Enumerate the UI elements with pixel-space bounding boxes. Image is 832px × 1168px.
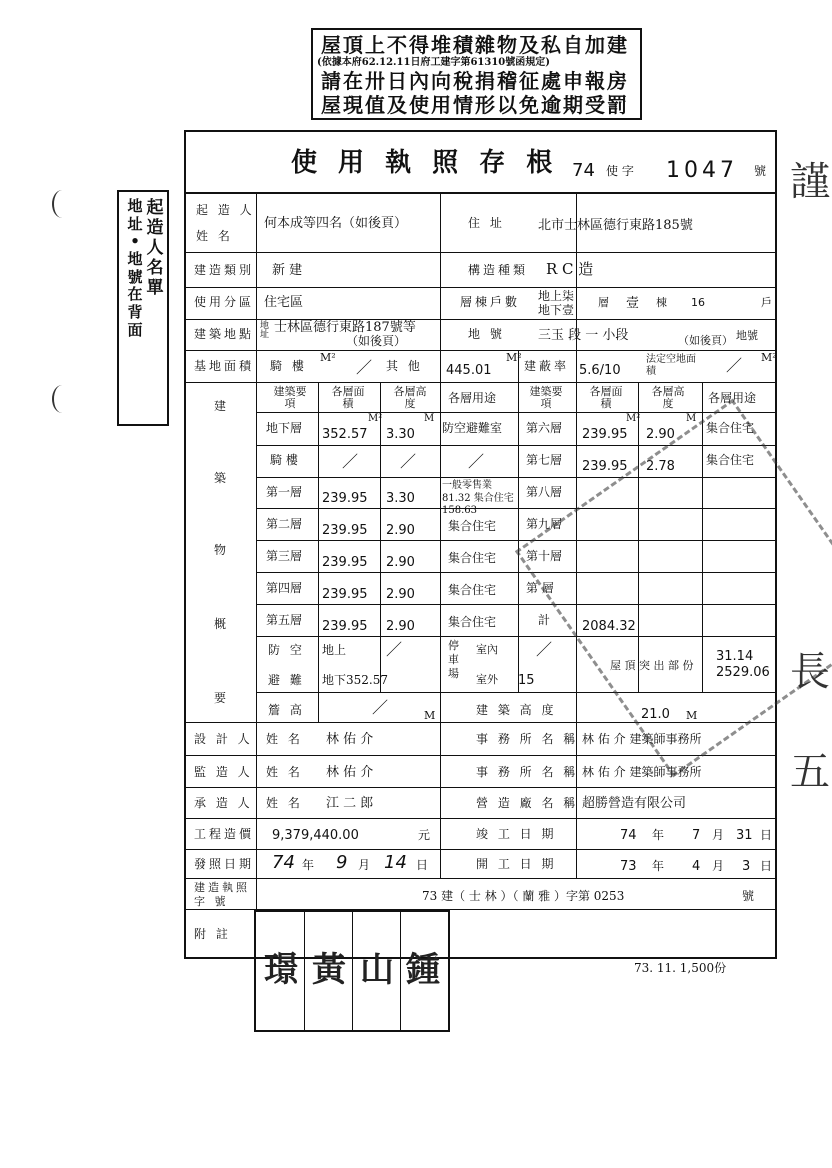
supervisor-office-label: 事 務 所 名 稱 [476,765,579,779]
floor-height: 3.30 [386,427,415,442]
supervisor-office: 林 佑 介 建築師事務所 [582,765,702,779]
ratio-value: 5.6/10 [579,363,621,378]
site-note: （如後頁） [346,334,407,348]
start-year: 73 [620,859,637,874]
start-day: 3 [742,859,751,874]
shelter-label1: 防 空 [268,643,305,657]
notice-line1: 屋頂上不得堆積雜物及私自加建 [321,33,629,57]
designer-name-label: 姓 名 [266,732,303,746]
contractor-firm: 超勝營造有限公司 [582,796,687,811]
issue-year: 74 [272,852,295,873]
household-unit: 戶 [761,296,772,309]
issue-year-unit: 年 [302,858,315,872]
struct-value: R C 造 [546,260,594,278]
start-day-unit: 日 [760,859,773,873]
rule [186,818,775,819]
floor-name: 第 層 [526,581,554,595]
legal-value: ／ [726,356,743,375]
arcade-label: 騎 樓 [270,359,307,373]
floors-below: 地下壹 [538,303,575,317]
floor-name-total: 計 [538,613,551,627]
floor-height: 2.90 [646,427,675,442]
struct-label: 構造種類 [468,263,529,277]
seal-1: 璟 [264,950,298,990]
rule [318,382,319,722]
done-year-unit: 年 [652,828,665,842]
applicant-label2: 姓 名 [196,229,233,243]
side-col3: 起造人名單 [146,198,164,299]
shelter-above: 地上 [322,643,347,657]
cost-value: 9,379,440.00 [272,828,359,843]
rule [380,382,381,692]
issue-day: 14 [384,852,407,873]
floor-use: 集合住宅 [448,615,497,629]
rule [186,849,775,850]
parking-label1: 停 [448,639,459,652]
zone-label: 使用分區 [194,295,255,309]
floors-above: 地上柒 [538,289,575,303]
floor-use: 防空避難室 [442,421,503,435]
start-month: 4 [692,859,701,874]
zone-value: 住宅區 [264,295,304,310]
floor-use: 集合住宅 [448,583,497,597]
legal-label: 法定空地面積 [646,354,696,377]
done-month-unit: 月 [712,828,725,842]
floor-height: 2.90 [386,523,415,538]
form-year: 74 [572,160,595,181]
hdr-item-right: 建築要項 [529,385,563,411]
notice-box [311,28,642,120]
done-day: 31 [736,828,753,843]
floor-name: 第一層 [266,485,303,499]
floors-count-label: 層棟戶數 [460,295,521,309]
parking-outdoor: 室外 [476,673,498,686]
punch-hole-2 [52,385,72,413]
eaves-label: 簷 高 [268,703,305,717]
form-suffix: 號 [754,164,767,178]
arcade-unit: M² [320,351,336,364]
floor-height: 2.90 [386,619,415,634]
bldg-height-label: 建 築 高 度 [476,703,557,717]
roof-val2: 2529.06 [716,665,770,680]
shelter-above-val: ／ [386,640,403,659]
rule [256,192,257,909]
form-number: 1047 [666,158,738,183]
floor-use: 集合住宅 [448,551,497,565]
floor-name: 第十層 [526,549,563,563]
floor-use: 集合住宅 [706,453,755,467]
applicant-name: 何本成等四名（如後頁） [264,216,408,231]
other-unit: M² [506,351,522,364]
rule [186,382,775,383]
hdr-height-right: 各層高度 [651,385,685,411]
floor-name: 第五層 [266,613,303,627]
notice-line3: 請在卅日內向稅捐稽征處申報房 [321,69,629,93]
floor-use: ／ [468,452,485,471]
designer-office-label: 事 務 所 名 稱 [476,732,579,746]
bldg-side-5: 要 [214,691,230,705]
lot-value: 三玉 段 一 小段 [538,328,629,343]
floor-height: 2.90 [386,587,415,602]
rule [440,192,441,878]
seal-block [254,910,450,1032]
print-note: 73. 11. 1,500份 [634,961,727,975]
site-address: 士林區德行東路187號等 [274,320,416,335]
side-col4-text: 地號在背面 [127,250,143,339]
address-label: 住 址 [468,216,505,230]
floor-height: 3.30 [386,491,415,506]
address-value: 北市士林區德行東路185號 [538,218,693,233]
floor-use: 集合住宅 [706,421,755,435]
site-addr-tag: 地址 [260,321,270,340]
designer-name: 林 佑 介 [326,732,374,747]
form-title-row [186,132,775,194]
hdr-height-left: 各層高度 [393,385,427,411]
rule [186,878,775,879]
bldg-count: 壹 [626,296,640,311]
unit-m: M [424,413,435,424]
bldg-side-2: 築 [214,471,230,485]
done-year: 74 [620,828,637,843]
legal-unit: M² [761,351,777,364]
hdr-area-right: 各層面積 [589,385,623,411]
floor-height: 2.90 [386,555,415,570]
floor-area: 239.95 [582,427,628,442]
permit-suffix: 號 [742,889,755,903]
issue-label: 發照日期 [194,857,255,871]
start-month-unit: 月 [712,859,725,873]
bldg-side-4: 概 [214,617,230,631]
supervisor-name-label: 姓 名 [266,765,303,779]
unit-m2: M² [368,413,383,424]
rule [186,350,775,351]
floor-name: 第七層 [526,453,563,467]
supervisor-label: 監 造 人 [194,765,253,779]
issue-month-unit: 月 [358,858,371,872]
parking-indoor-val: ／ [536,640,553,659]
ratio-label: 建蔽率 [524,359,570,373]
seal-2: 黃 [312,950,346,990]
floor-area: 239.95 [322,491,368,506]
floor-area: 239.95 [322,555,368,570]
rule [256,412,775,413]
floors-unit: 層 [598,296,609,309]
floor-name: 第九層 [526,517,563,531]
supervisor-name: 林 佑 介 [326,765,374,780]
parking-label3: 場 [448,667,459,680]
punch-hole-1 [52,190,72,218]
side-col1 [125,198,145,340]
floor-name: 第三層 [266,549,303,563]
floor-name: 第二層 [266,517,303,531]
done-day-unit: 日 [760,828,773,842]
build-type-value: 新 建 [272,263,303,278]
floor-area: 352.57 [322,427,368,442]
bldg-height-value: 21.0 [641,707,670,722]
form-title: 使 用 執 照 存 根 [291,148,559,178]
area-label: 基地面積 [194,359,255,373]
contractor-firm-label: 營 造 廠 名 稱 [476,796,579,810]
start-label: 開 工 日 期 [476,857,557,871]
seal-3: 山 [360,950,394,990]
permit-label2: 字 號 [194,895,229,908]
rule [518,350,519,692]
parking-outdoor-val: 15 [518,673,535,688]
permit-value: 73 建（ 士 林 ）（ 蘭 雅 ）字第 0253 [422,889,625,903]
side-label-box [117,190,169,426]
floor-use: 一般零售業81.32 集合住宅158.63 [442,480,514,516]
floor-name: 第八層 [526,485,563,499]
cost-unit: 元 [418,828,431,842]
bldg-unit: 棟 [656,296,667,309]
roof-label: 屋 頂 突 出 部 份 [610,659,694,672]
lot-label: 地 號 [468,327,505,341]
shelter-label2: 避 難 [268,673,305,687]
hdr-item-left: 建築要項 [273,385,307,411]
eaves-value: ／ [372,698,389,717]
bldg-height-unit: M [686,709,698,722]
bldg-side-3: 物 [214,543,230,557]
floor-total-area: 2084.32 [582,619,636,634]
roof-val1: 31.14 [716,649,754,664]
other-label: 其 他 [386,359,423,373]
cost-label: 工程造價 [194,827,255,841]
floor-name: 騎 樓 [270,453,298,467]
issue-day-unit: 日 [416,858,429,872]
site-label: 建築地點 [194,327,255,341]
done-label: 竣 工 日 期 [476,827,557,841]
floor-name: 第六層 [526,421,563,435]
start-year-unit: 年 [652,859,665,873]
hdr-area-left: 各層面積 [331,385,365,411]
floor-area: 239.95 [322,523,368,538]
parking-indoor: 室內 [476,643,498,656]
other-value: 445.01 [446,363,492,378]
floor-area: ／ [342,452,359,471]
household-count: 16 [691,296,705,309]
contractor-name: 江 二 郎 [326,796,374,811]
build-type-label: 建造類別 [194,263,255,277]
side-col1-text: 地址 [127,197,143,233]
contractor-label: 承 造 人 [194,796,253,810]
floor-area: 239.95 [582,459,628,474]
lot-note: （如後頁） [678,334,733,347]
form-prefix: 使 字 [606,164,634,178]
hdr-use-right: 各層用途 [708,391,757,405]
rule [186,287,775,288]
applicant-label1: 起 造 人 [196,203,255,217]
attach-label: 附 註 [194,927,231,941]
bldg-side-1: 建 [214,399,230,413]
floor-use: 集合住宅 [448,519,497,533]
eaves-unit: M [424,709,436,722]
floor-name: 第四層 [266,581,303,595]
floor-area: 239.95 [322,619,368,634]
hdr-use-left: 各層用途 [448,391,497,405]
designer-label: 設 計 人 [194,732,253,746]
issue-month: 9 [336,852,348,873]
contractor-name-label: 姓 名 [266,796,303,810]
floor-name: 地下層 [266,421,303,435]
shelter-below: 地下352.57 [322,673,388,687]
floor-height: ／ [400,452,417,471]
designer-office: 林 佑 介 建築師事務所 [582,732,702,746]
arcade-dash: ／ [356,358,373,377]
side-col2-text: • [130,232,140,251]
margin-mark-2: 長 [790,649,830,695]
notice-line2: (依據本府62.12.11日府工建字第61310號函規定) [317,57,550,68]
done-month: 7 [692,828,701,843]
rule [186,787,775,788]
floor-area: 239.95 [322,587,368,602]
unit-m2: M² [626,413,641,424]
notice-line4: 屋現值及使用情形以免逾期受罰 [321,93,629,117]
rule [186,252,775,253]
unit-m: M [686,413,697,424]
lot-suffix: 地號 [736,329,758,342]
margin-mark-1: 謹 [790,159,830,205]
margin-mark-3: 五 [790,749,830,795]
floor-height: 2.78 [646,459,675,474]
seal-4: 鍾 [406,950,440,990]
parking-label2: 車 [448,653,459,666]
permit-label1: 建造執照 [194,881,250,894]
